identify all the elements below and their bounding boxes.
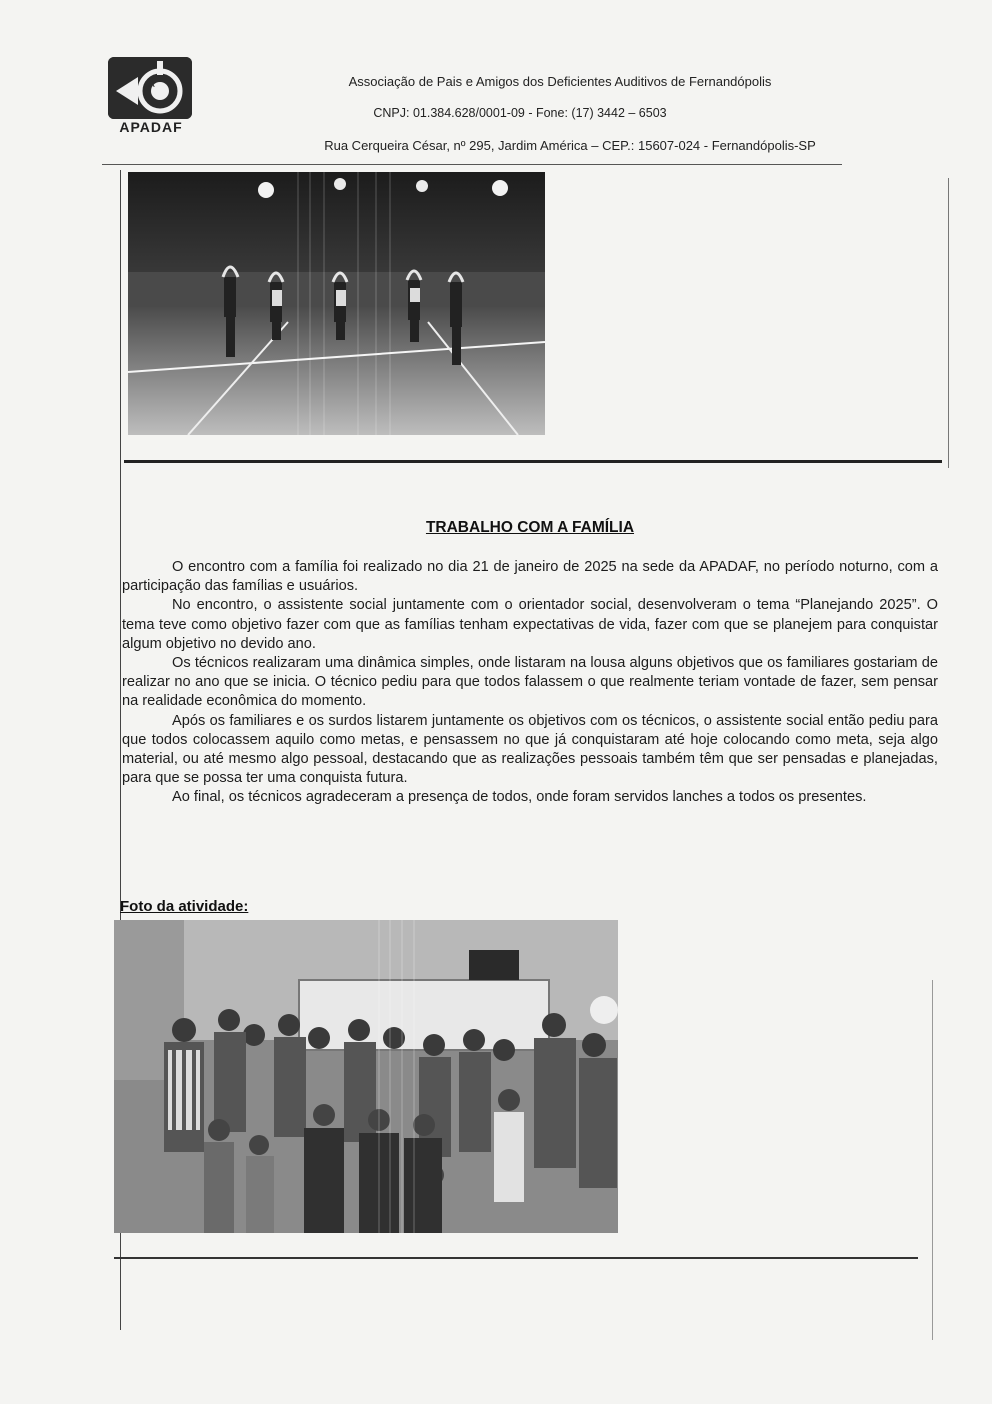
apadaf-logo	[104, 57, 198, 137]
paragraph: Após os familiares e os surdos listarem juntamente os objetivos com os técnicos, o assistente social então pediu para que todos colocassem aquilo como metas, e pensassem no que já conquistaram até hoje colocando como meta, seja algo material, ou até mesmo algo pessoal, destacando que as realizações pessoais também têm que ser pensadas e planejadas, para que se possa ter uma conquista futura.	[122, 712, 938, 787]
gym-activity-photo	[128, 172, 545, 435]
frame-right-border	[948, 178, 949, 468]
frame-right-border-lower	[932, 980, 933, 1340]
paragraph: No encontro, o assistente social juntamente com o orientador social, desenvolveram o tema “Planejando 2025”. O tema teve como objetivo fazer com que as famílias tenham expectativas de vida, fazer com que se planejem para conquistar algum objetivo no devido ano.	[122, 597, 938, 652]
cnpj-phone: CNPJ: 01.384.628/0001-09 - Fone: (17) 3442 – 6503	[373, 106, 667, 120]
family-group-photo	[114, 920, 618, 1233]
paragraph: Ao final, os técnicos agradeceram a presença de todos, onde foram servidos lanches a todos os presentes.	[172, 789, 867, 806]
paragraph: O encontro com a família foi realizado no dia 21 de janeiro de 2025 na sede da APADAF, no período noturno, com a participação das famílias e usuários.	[122, 559, 938, 595]
organization-name: Associação de Pais e Amigos dos Deficientes Auditivos de Fernandópolis	[348, 74, 772, 89]
svg-text:A: A	[148, 79, 155, 90]
paragraph: Os técnicos realizaram uma dinâmica simples, onde listaram na lousa alguns objetivos que os familiares gostariam de realizar no ano que se inicia. O técnico pediu para que todos falassem o que realmente teriam vontade de fazer, sem pensar na realidade econômica do momento.	[122, 655, 938, 710]
section-body	[122, 558, 938, 808]
section-title: TRABALHO COM A FAMÍLIA	[425, 519, 635, 536]
footer-divider	[114, 1257, 918, 1259]
logo-emblem-icon	[108, 57, 192, 119]
header-divider	[102, 164, 842, 165]
address: Rua Cerqueira César, nº 295, Jardim América – CEP.: 15607-024 - Fernandópolis-SP	[324, 138, 816, 153]
logo-text: APADAF	[119, 119, 183, 135]
photo-caption: Foto da atividade:	[120, 898, 249, 915]
section-divider	[124, 460, 942, 463]
